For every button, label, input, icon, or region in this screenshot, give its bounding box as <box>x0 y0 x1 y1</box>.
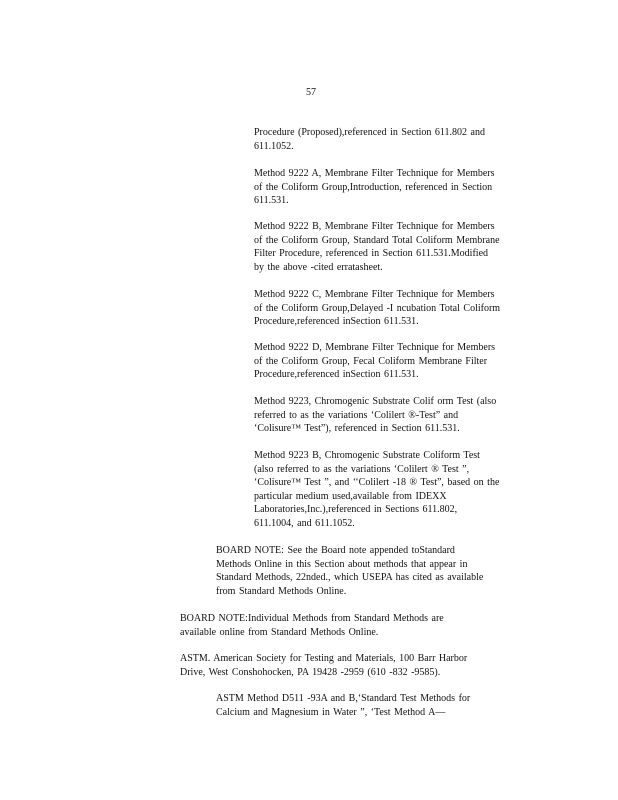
text-line: available online from Standard Methods Online. <box>180 626 379 638</box>
text-line: Method 9223, Chromogenic Substrate Colif orm Test (also <box>254 396 497 407</box>
text-line: Procedure,referenced inSection 611.531. <box>254 369 419 381</box>
text-line: Method 9222 B, Membrane Filter Technique for Members <box>254 221 495 232</box>
text-line: Procedure,referenced inSection 611.531. <box>254 316 419 328</box>
text-line: Method 9222 C, Membrane Filter Technique for Members <box>254 289 495 300</box>
paragraph-method-9222c <box>254 288 532 329</box>
text-line: 611.1004, and 611.1052. <box>254 517 355 529</box>
text-line: Method 9222 A, Membrane Filter Technique for Members <box>254 168 495 179</box>
text-line: by the above -cited erratasheet. <box>254 261 383 273</box>
text-line: of the Coliform Group,Delayed -I ncubation Total Coliform <box>254 302 501 314</box>
board-note-individual-methods <box>180 612 512 639</box>
paragraph-method-9223 <box>254 395 532 436</box>
text-line: Procedure (Proposed),referenced in Section 611.802 and <box>254 127 485 138</box>
text-line: Method 9222 D, Membrane Filter Technique for Members <box>254 342 496 353</box>
paragraph-astm-d511 <box>216 692 526 719</box>
board-note-standard-methods-online <box>216 544 526 598</box>
text-line: Standard Methods, 22nded., which USEPA has cited as available <box>216 572 484 584</box>
text-line: ASTM. American Society for Testing and Materials, 100 Barr Harbor <box>180 653 468 664</box>
text-line: of the Coliform Group, Fecal Coliform Membrane Filter <box>254 355 488 367</box>
text-line: of the Coliform Group,Introduction, referenced in Section <box>254 181 493 193</box>
astm-heading <box>180 652 512 679</box>
text-line: particular medium used,available from IDEXX <box>254 490 447 502</box>
text-line: BOARD NOTE:Individual Methods from Standard Methods are <box>180 613 444 624</box>
text-line: ASTM Method D511 -93A and B,‘Standard Test Methods for <box>216 693 471 704</box>
page-number: 57 <box>306 87 316 98</box>
text-line: Drive, West Conshohocken, PA 19428 -2959 (610 -832 -9585). <box>180 666 441 678</box>
paragraph-method-9223b <box>254 449 532 531</box>
text-line: referred to as the variations ‘Colilert ®-Test” and <box>254 409 459 421</box>
paragraph-procedure-proposed <box>254 126 532 153</box>
text-line: Method 9223 B, Chromogenic Substrate Coliform Test <box>254 450 480 461</box>
text-line: 611.1052. <box>254 140 294 152</box>
text-line: Filter Procedure, referenced in Section 611.531.Modified <box>254 248 489 260</box>
text-line: Laboratories,Inc.),referenced in Sections 611.802, <box>254 504 458 516</box>
text-line: ‘Colisure™ Test”), referenced in Section 611.531. <box>254 423 460 435</box>
paragraph-method-9222a <box>254 167 532 208</box>
text-line: ‘Colisure™ Test ”, and ‘‘Colilert -18 ® Test”, based on the <box>254 477 500 489</box>
text-line: of the Coliform Group, Standard Total Coliform Membrane <box>254 234 500 246</box>
text-line: from Standard Methods Online. <box>216 585 347 597</box>
text-line: 611.531. <box>254 195 289 207</box>
text-line: (also referred to as the variations ‘Colilert ® Test ”, <box>254 463 470 475</box>
text-line: BOARD NOTE: See the Board note appended toStandard <box>216 545 455 556</box>
paragraph-method-9222b <box>254 220 532 274</box>
text-line: Calcium and Magnesium in Water ”, ‘Test Method A— <box>216 706 446 718</box>
paragraph-method-9222d <box>254 341 532 382</box>
text-line: Methods Online in this Section about methods that appear in <box>216 558 468 570</box>
